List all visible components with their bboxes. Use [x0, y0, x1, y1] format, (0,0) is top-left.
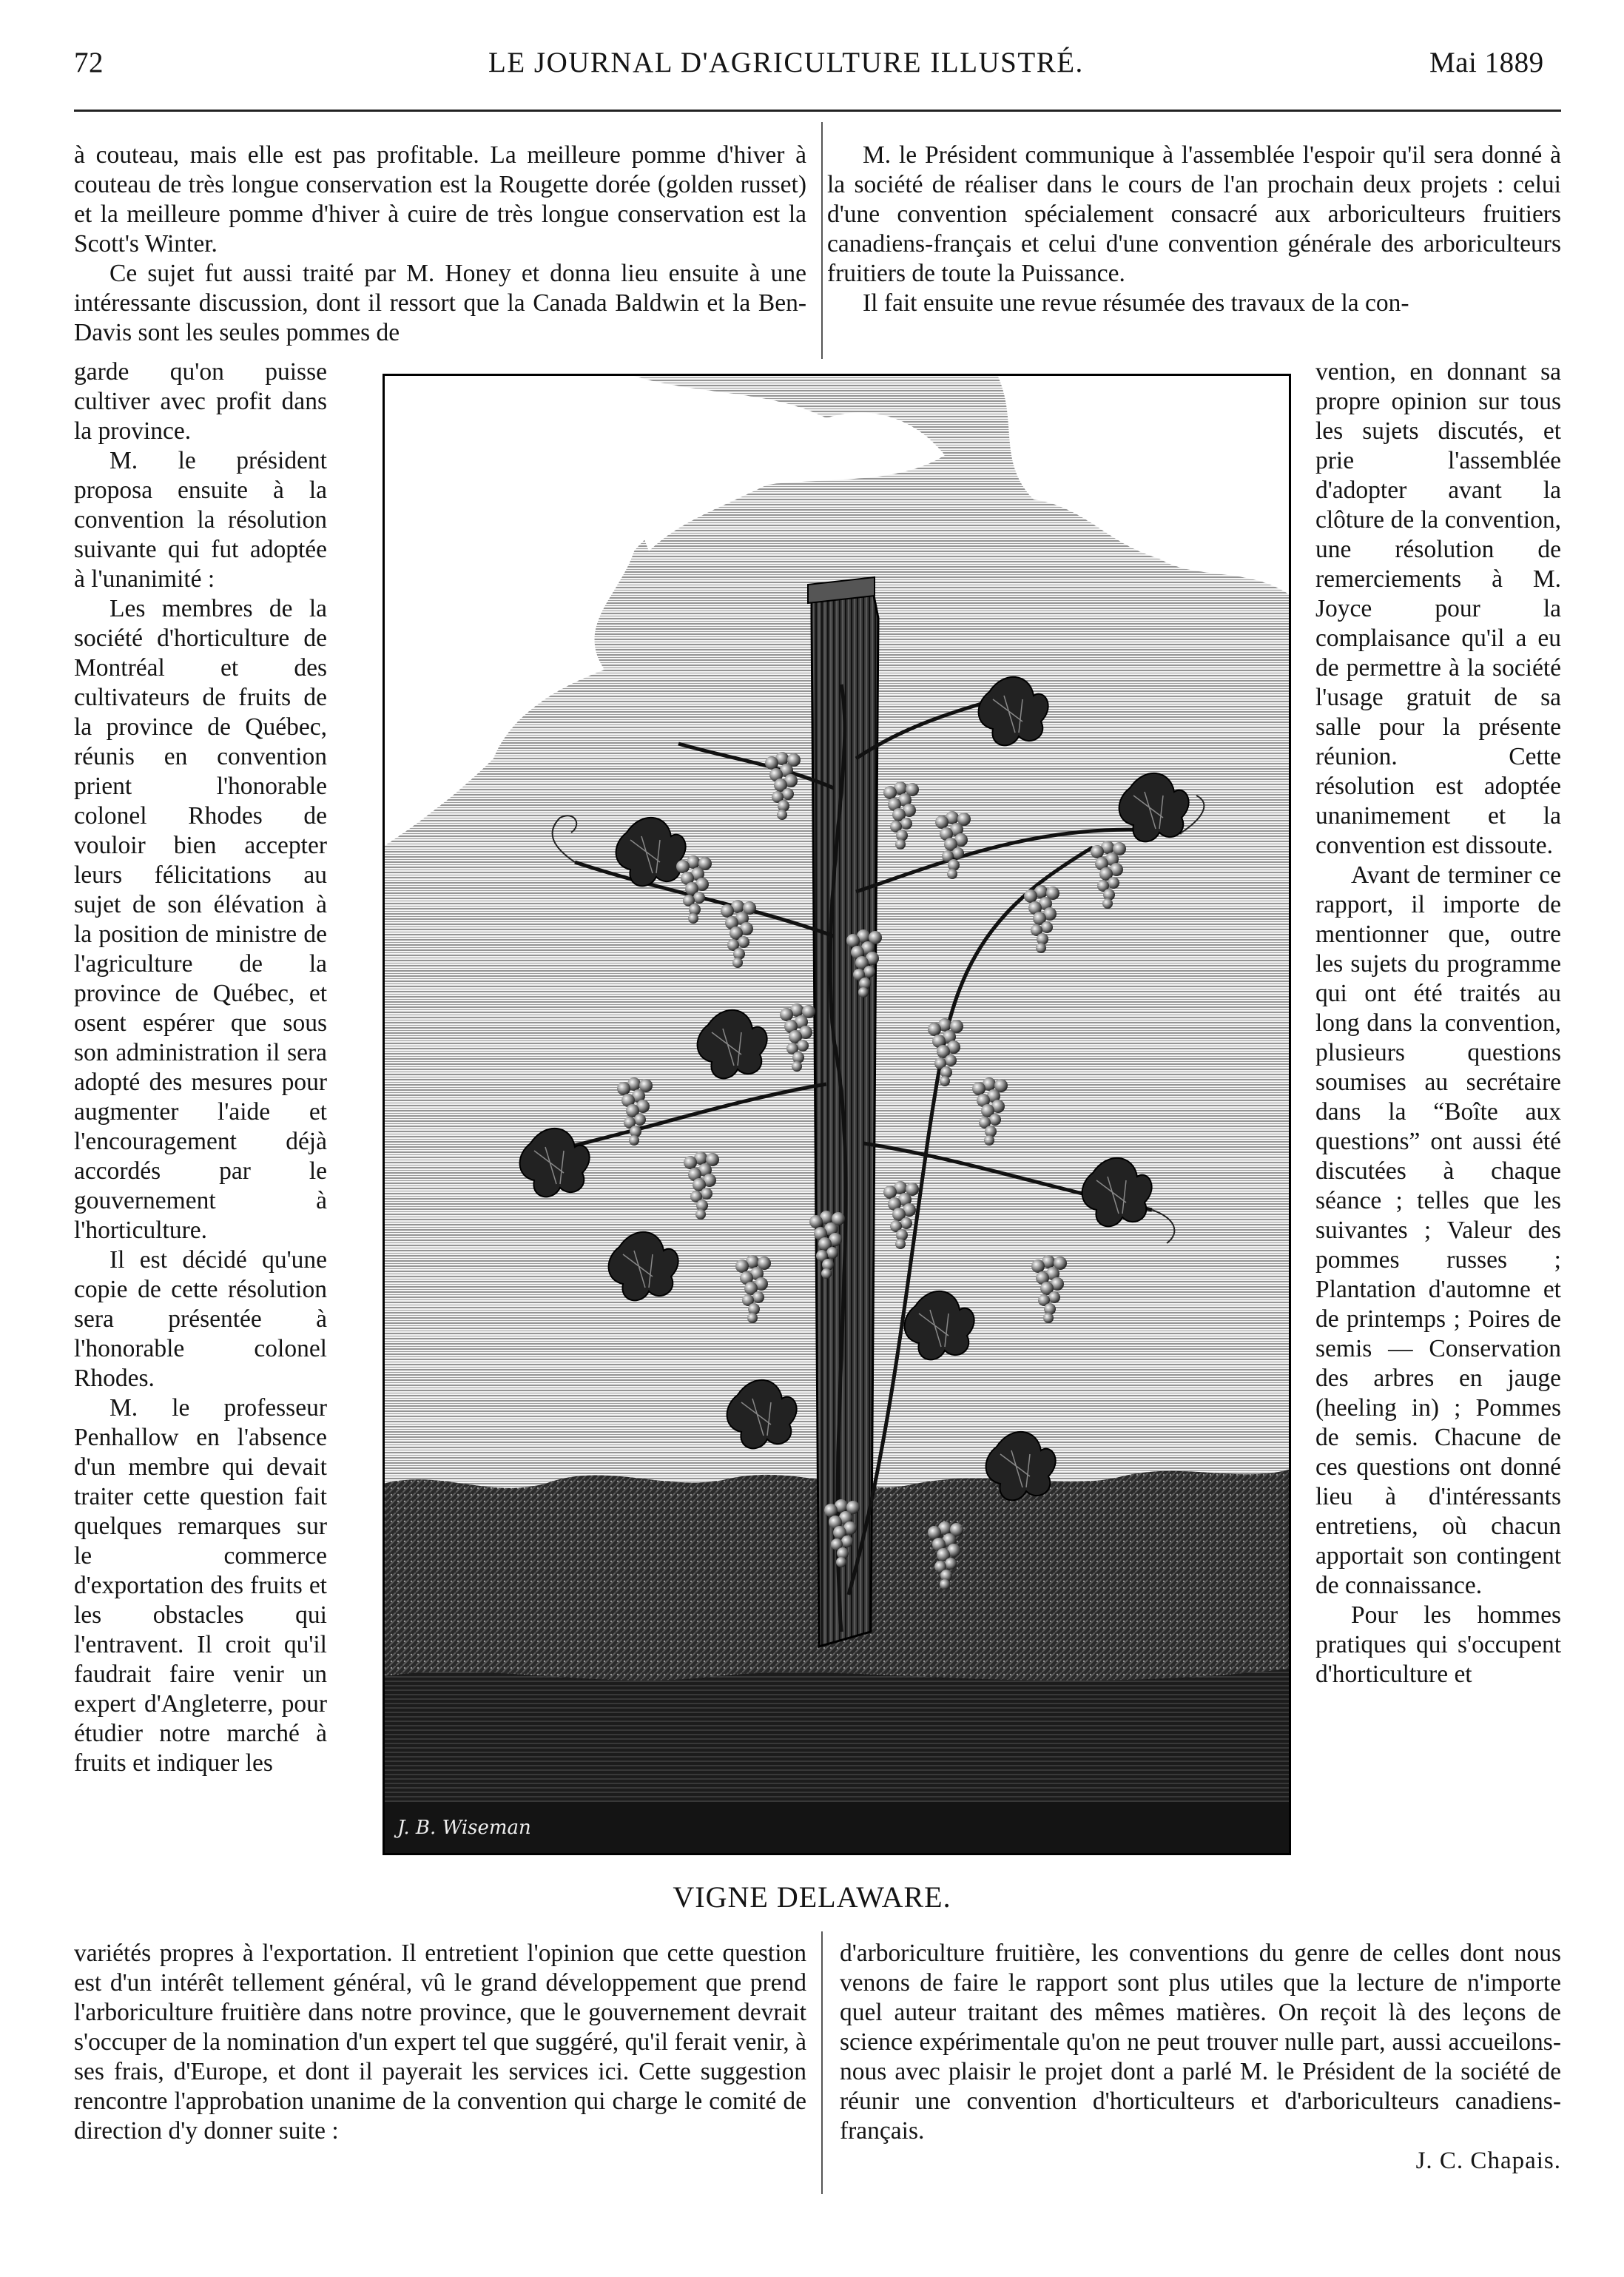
right-narrow-column: [1315, 357, 1561, 1689]
paragraph: Il fait ensuite une revue résumée des travaux de la con-: [863, 289, 1409, 317]
grapevine-engraving: [383, 374, 1291, 1855]
paragraph: Pour les hommes pratiques qui s'occupent d'horticulture et: [1315, 1601, 1561, 1688]
resolution-text: Les membres de la société d'horticulture de Montréal et des cultivateurs de fruits de la province de Québec, réunis en convention prient l'honorable colonel Rhodes de vouloir bien accepter leurs félicitations au sujet de son élévation à la position de ministre de l'agriculture de la province de Québec, et osent espérer que sous son administration il sera adopté des mesures pour augmenter l'aide et l'encouragement déjà accordés par le gouvernement à l'horticulture.: [74, 595, 327, 1244]
paragraph: M. le président proposa ensuite à la convention la résolution suivante qui fut adoptée à l'unanimité :: [74, 447, 327, 593]
column-divider-top: [821, 122, 823, 359]
artist-signature: J. B. Wiseman: [397, 1817, 531, 1839]
paragraph: garde qu'on puisse cultiver avec profit dans la province.: [74, 358, 327, 445]
column-divider-bottom: [821, 1931, 823, 2194]
paragraph: M. le Président communique à l'assemblée l'espoir qu'il sera donné à la société de réaliser dans le cours de l'an prochain deux projets : celui d'une convention spécialement consacré aux arboriculteurs fruitiers canadiens-français et celui d'une convention générale des arboriculteurs fruitiers de toute la Puissance.: [827, 141, 1561, 287]
header-rule: [74, 110, 1561, 112]
author-signature: J. C. Chapais.: [1415, 2147, 1561, 2174]
page-number: 72: [74, 47, 104, 78]
paragraph: à couteau, mais elle est pas profitable. La meilleure pomme d'hiver à couteau de très longue conservation est la Rougette dorée (golden russet) et la meilleure pomme d'hiver à cuire de très longue conservation est la Scott's Winter.: [74, 141, 806, 258]
figure-caption: VIGNE DELAWARE.: [673, 1880, 951, 1914]
paragraph: M. le professeur Penhallow en l'absence d'un membre qui devait traiter cette question fait quelques remarques sur le commerce d'exportation des fruits et les obstacles qui l'entravent. Il croit qu'il faudrait faire venir un expert d'Angleterre, pour étudier notre marché à fruits et indiquer les: [74, 1394, 327, 1777]
paragraph: d'arboriculture fruitière, les conventions du genre de celles dont nous venons de faire le rapport sont plus utiles que la lecture de n'importe quel auteur traitant des mêmes matières. On reçoit là des leçons de science expérimentale qu'on ne peut trouver nulle part, aussi accueilons-nous avec plaisir le projet dont a parlé M. le Président de la société de réunir une convention d'horticulteurs et d'arboriculteurs canadiens-français.: [840, 1940, 1561, 2145]
paragraph: Il est décidé qu'une copie de cette résolution sera présentée à l'honorable colonel Rhodes.: [74, 1246, 327, 1392]
left-narrow-column: [74, 357, 327, 1778]
paragraph: Avant de terminer ce rapport, il importe de mentionner que, outre les sujets du programme qui ont été traités au long dans la convention, plusieurs questions soumises au secrétaire dans la “Boîte aux questions” ont aussi été discutées à chaque séance ; telles que les suivantes ; Valeur des pommes russes ; Plantation d'automne et de printemps ; Poires de semis — Conservation des arbres en jauge (heeling in) ; Pommes de semis. Chacune de ces questions ont donné lieu à d'intéressants entretiens, où chacun apportait son contingent de connaissance.: [1315, 861, 1561, 1599]
journal-title: LE JOURNAL D'AGRICULTURE ILLUSTRÉ.: [488, 47, 1084, 78]
issue-date: Mai 1889: [1429, 47, 1544, 78]
paragraph: variétés propres à l'exportation. Il entretient l'opinion que cette question est d'un intérêt tellement général, vû le grand développement que prend l'arboriculture fruitière dans notre province, que le gouvernement devrait s'occuper de la nomination d'un expert tel que suggéré, qu'il ferait venir, à ses frais, d'Europe, et dont il payerait les services ici. Cette suggestion rencontre l'approbation unanime de la convention qui charge le comité de direction d'y donner suite :: [74, 1940, 806, 2145]
right-top-text: [827, 141, 1561, 318]
paragraph: Ce sujet fut aussi traité par M. Honey et donna lieu ensuite à une intéressante discussion, dont il ressort que la Canada Baldwin et la Ben-Davis sont les seules pommes de: [74, 260, 806, 346]
right-bottom-text: [840, 1939, 1561, 2176]
paragraph: vention, en donnant sa propre opinion sur tous les sujets discutés, et prie l'assemblée d'adopter avant la clôture de la convention, une résolution de remerciements à M. Joyce pour la complaisance qu'il a eu de permettre à la société l'usage gratuit de sa salle pour la présente réunion. Cette résolution est adoptée unanimement et la convention est dissoute.: [1315, 358, 1561, 859]
left-top-text: [74, 141, 806, 348]
left-bottom-text: [74, 1939, 806, 2146]
